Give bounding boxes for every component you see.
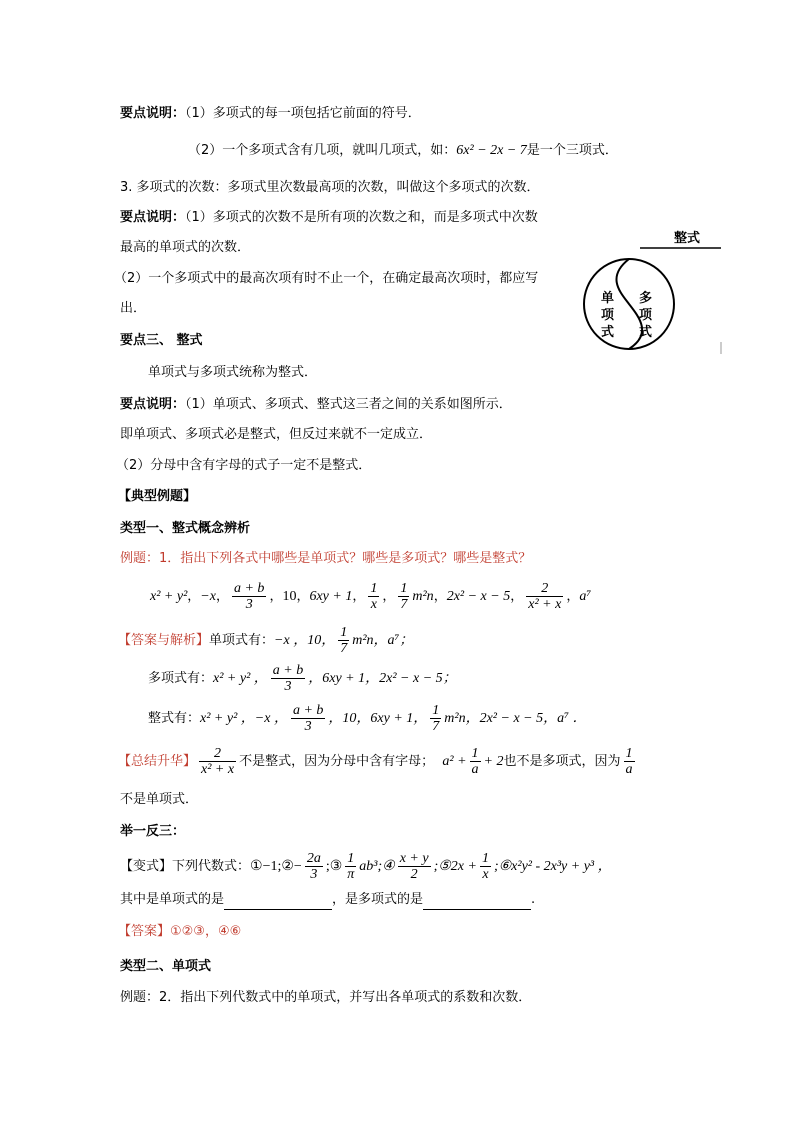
separator: ， xyxy=(215,589,229,604)
note-line-1 xyxy=(120,104,421,124)
fraction xyxy=(398,851,431,882)
expr: m²n，2x² − x − 5，a⁷ ． xyxy=(444,711,587,726)
expr: ;⑤2x + xyxy=(433,859,477,874)
expr: m²n，a⁷； xyxy=(352,633,414,648)
numerator: 2a xyxy=(306,851,321,866)
expr: −x ，10， xyxy=(274,633,336,648)
separator: ， xyxy=(269,589,283,604)
variant-label: 【变式】下列代数式： xyxy=(120,859,251,874)
numerator: 1 xyxy=(471,746,479,761)
numerator: x + y xyxy=(399,851,429,866)
note-text: （1）多项式的每一项包括它前面的符号． xyxy=(185,106,421,121)
expr: ;⑥x²y² - 2x³y + y³ ， xyxy=(493,859,612,874)
expr: + 2 xyxy=(483,754,504,769)
separator: ， xyxy=(433,589,447,604)
denominator: a xyxy=(625,762,633,777)
practice-heading xyxy=(120,822,185,842)
variant-answer xyxy=(118,922,241,942)
question-text: 例题：2．指出下列代数式中的单项式，并写出各单项式的系数和次数． xyxy=(120,990,532,1005)
note-label: 要点说明： xyxy=(120,106,186,121)
fraction xyxy=(480,851,491,882)
denominator: x² + x xyxy=(201,762,235,777)
numerator: a + b xyxy=(233,581,265,596)
expr: ，6xy + 1，2x² − x − 5； xyxy=(308,671,457,686)
paragraph xyxy=(148,363,317,383)
example-question-2 xyxy=(120,988,531,1008)
right-label-3: 式 xyxy=(639,325,653,340)
note-label: 要点说明： xyxy=(120,397,186,412)
note-text: （1）多项式的次数不是所有项的次数之和，而是多项式中次数 xyxy=(185,210,538,225)
right-label-2: 项 xyxy=(639,308,653,323)
variant-answer-text: 【答案】①②③，④⑥ xyxy=(118,924,242,939)
note-line-2 xyxy=(188,141,618,161)
answer-blank-1[interactable] xyxy=(224,895,332,910)
denominator: 7 xyxy=(432,719,440,734)
definition-degree xyxy=(120,178,540,198)
expr: −x xyxy=(200,589,216,604)
expr: 2x² − x − 5 xyxy=(446,589,511,604)
fraction xyxy=(305,851,323,882)
denominator: a xyxy=(471,762,479,777)
denominator: 3 xyxy=(284,679,292,694)
left-label-3: 式 xyxy=(601,325,615,340)
note-line-3 xyxy=(120,208,538,228)
answer-line-2 xyxy=(148,658,457,700)
variant-line-2 xyxy=(120,890,535,910)
type-heading-text: 类型二、单项式 xyxy=(120,959,212,974)
answer-text: 单项式有： xyxy=(209,633,275,648)
fraction xyxy=(430,703,441,734)
variant-text: 其中是单项式的是 xyxy=(120,892,225,907)
note-line-8 xyxy=(120,425,432,445)
summary-text: 不是整式，因为分母中含有字母； xyxy=(239,754,435,769)
numerator: a + b xyxy=(272,663,304,678)
section-heading xyxy=(120,331,203,351)
denominator: 3 xyxy=(245,597,253,612)
note-text: （2）一个多项式含有几项，就叫几项式，如： xyxy=(188,143,457,158)
question-text: 例题：1．指出下列各式中哪些是单项式？哪些是多项式？哪些是整式？ xyxy=(120,551,532,566)
answer-text: 整式有： xyxy=(148,711,201,726)
fraction xyxy=(345,851,356,882)
venn-diagram xyxy=(580,222,725,358)
denominator: 7 xyxy=(340,641,348,656)
note-text: （2）一个多项式中的最高次项有时不止一个，在确定最高次项时，都应写 xyxy=(114,271,539,286)
examples-header xyxy=(118,487,196,507)
separator: ， xyxy=(510,589,524,604)
numerator: a + b xyxy=(292,703,324,718)
note-line-4 xyxy=(120,238,250,258)
formula: 6x² − 2x − 7 xyxy=(456,143,527,158)
answer-line-3 xyxy=(148,698,586,740)
numerator: 1 xyxy=(345,851,356,867)
fraction xyxy=(526,581,563,612)
note-text: （1）单项式、多项式、整式这三者之间的关系如图所示． xyxy=(185,397,512,412)
left-label-1: 单 xyxy=(601,291,615,306)
summary-label: 【总结升华】 xyxy=(118,754,197,769)
numerator: 1 xyxy=(400,581,408,596)
separator: ， xyxy=(352,589,366,604)
example-question-1 xyxy=(120,549,531,569)
type-heading-text: 类型一、整式概念辨析 xyxy=(120,521,251,536)
separator: ， xyxy=(382,589,396,604)
numerator: 2 xyxy=(526,581,563,597)
practice-heading-text: 举一反三： xyxy=(120,824,186,839)
definition-text: 3. 多项式的次数：多项式里次数最高项的次数，叫做这个多项式的次数． xyxy=(120,180,540,195)
section-heading-text: 要点三、 整式 xyxy=(120,333,203,348)
separator: ， xyxy=(566,589,580,604)
note-text: 最高的单项式的次数． xyxy=(120,240,251,255)
denominator: x xyxy=(482,867,489,882)
numerator: 1 xyxy=(625,746,633,761)
denominator: π xyxy=(347,867,355,882)
answer-blank-2[interactable] xyxy=(423,895,531,910)
expr: x² + y² ， xyxy=(213,671,268,686)
fraction xyxy=(291,703,325,734)
fraction xyxy=(338,625,349,656)
expr: 10 xyxy=(282,589,297,604)
denominator: 3 xyxy=(304,719,312,734)
note-text: （2）分母中含有字母的式子一定不是整式． xyxy=(116,458,372,473)
expr: ②− xyxy=(281,859,302,874)
expr: a² + xyxy=(442,754,467,769)
note-line-5 xyxy=(114,269,538,289)
answer-line-1 xyxy=(118,620,413,662)
type-heading-1 xyxy=(120,519,250,539)
expr: x² + y² xyxy=(150,589,188,604)
answer-text: 多项式有： xyxy=(148,671,214,686)
answer-label: 【答案与解析】 xyxy=(118,633,210,648)
numerator: 1 xyxy=(370,581,378,596)
separator: ， xyxy=(187,589,201,604)
expr: m²n xyxy=(412,589,434,604)
fraction xyxy=(199,746,236,777)
expression-list xyxy=(150,576,591,618)
expr: ，10，6xy + 1， xyxy=(328,711,428,726)
expr: ;③ xyxy=(325,859,343,874)
denominator: 7 xyxy=(400,597,408,612)
examples-header-text: 【典型例题】 xyxy=(118,489,197,504)
summary-line-1 xyxy=(118,741,638,783)
fraction xyxy=(624,746,635,777)
numerator: 1 xyxy=(432,703,440,718)
note-label: 要点说明： xyxy=(120,210,186,225)
note-line-6 xyxy=(120,299,146,319)
outer-label: 整式 xyxy=(674,231,701,246)
variant-line-1 xyxy=(120,846,612,888)
separator: ， xyxy=(296,589,310,604)
expr: ab³;④ xyxy=(359,859,395,874)
expr: a⁷ xyxy=(579,589,592,604)
fraction xyxy=(398,581,409,612)
variant-text: . xyxy=(531,892,536,907)
fraction xyxy=(232,581,266,612)
fraction xyxy=(470,746,481,777)
denominator: x² + x xyxy=(528,597,562,612)
note-text: 即单项式、多项式必是整式，但反过来就不一定成立． xyxy=(120,427,433,442)
fraction xyxy=(368,581,379,612)
type-heading-2 xyxy=(120,957,211,977)
note-text: 是一个三项式． xyxy=(526,143,618,158)
denominator: 2 xyxy=(410,867,418,882)
note-line-9 xyxy=(116,456,371,476)
expr: x² + y² ，−x ， xyxy=(200,711,288,726)
numerator: 1 xyxy=(481,851,489,866)
numerator: 2 xyxy=(199,746,236,762)
summary-text: 也不是多项式，因为 xyxy=(503,754,621,769)
expr: 6xy + 1 xyxy=(309,589,353,604)
note-line-7 xyxy=(120,395,512,415)
summary-line-2 xyxy=(120,790,198,810)
denominator: 3 xyxy=(310,867,318,882)
note-text: 出． xyxy=(120,301,147,316)
denominator: x xyxy=(370,597,377,612)
variant-text: ，是多项式的是 xyxy=(332,892,424,907)
paragraph-text: 单项式与多项式统称为整式． xyxy=(148,365,318,380)
expr: ①−1; xyxy=(250,859,282,874)
summary-text: 不是单项式． xyxy=(120,792,199,807)
right-label-1: 多 xyxy=(639,291,653,306)
numerator: 1 xyxy=(340,625,348,640)
fraction xyxy=(271,663,305,694)
left-label-2: 项 xyxy=(601,308,615,323)
